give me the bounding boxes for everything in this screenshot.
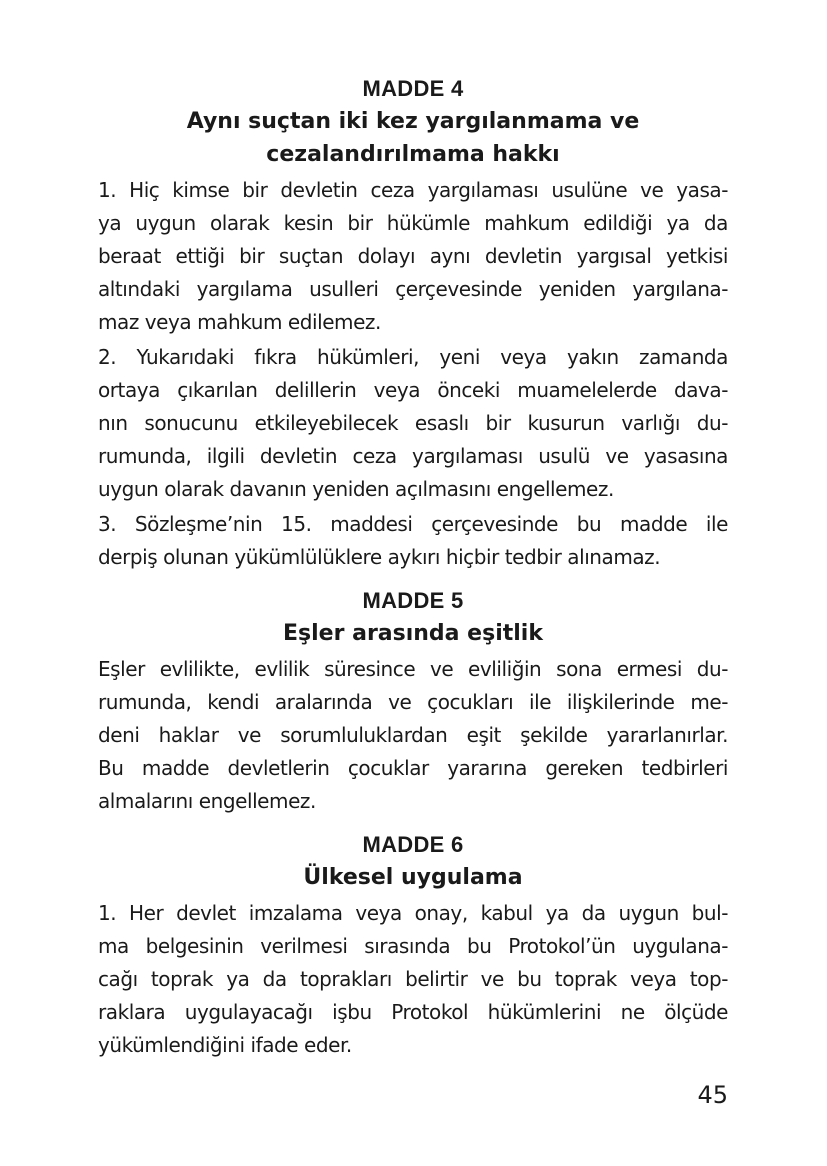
text-line: altındaki yargılama usulleri çerçevesinde yeniden yargılana- bbox=[98, 277, 728, 301]
text-line: cağı toprak ya da toprakları belirtir ve bu toprak veya top- bbox=[98, 967, 728, 991]
text-line: almalarını engellemez. bbox=[98, 789, 316, 813]
page-number: 45 bbox=[697, 1081, 728, 1109]
article-section bbox=[98, 584, 728, 818]
paragraph bbox=[98, 174, 728, 339]
article-title: Eşler arasında eşitlik bbox=[283, 621, 543, 646]
article-section bbox=[98, 828, 728, 1062]
article-number: MADDE 4 bbox=[362, 76, 464, 101]
article-title: cezalandırılmama hakkı bbox=[266, 142, 560, 167]
text-line: ortaya çıkarılan delillerin veya önceki muamelelerde dava- bbox=[98, 378, 728, 402]
text-line: 1. Hiç kimse bir devletin ceza yargılaması usulüne ve yasa- bbox=[98, 178, 728, 202]
text-line: 3. Sözleşme’nin 15. maddesi çerçevesinde bu madde ile bbox=[98, 512, 728, 536]
article-number: MADDE 5 bbox=[362, 588, 464, 613]
paragraph bbox=[98, 341, 728, 506]
paragraph bbox=[98, 508, 728, 574]
text-line: nın sonucunu etkileyebilecek esaslı bir kusurun varlığı du- bbox=[98, 411, 728, 435]
article-title: Aynı suçtan iki kez yargılanmama ve bbox=[186, 109, 640, 134]
text-line: rumunda, kendi aralarında ve çocukları ile ilişkilerinde me- bbox=[98, 690, 728, 714]
text-line: Eşler evlilikte, evlilik süresince ve evliliğin sona ermesi du- bbox=[98, 657, 728, 681]
text-line: uygun olarak davanın yeniden açılmasını engellemez. bbox=[98, 477, 614, 501]
paragraph bbox=[98, 653, 728, 818]
text-line: raklara uygulayacağı işbu Protokol hükümlerini ne ölçüde bbox=[98, 1000, 728, 1024]
text-line: 1. Her devlet imzalama veya onay, kabul ya da uygun bul- bbox=[98, 901, 728, 925]
text-line: rumunda, ilgili devletin ceza yargılaması usulü ve yasasına bbox=[98, 444, 728, 468]
text-line: Bu madde devletlerin çocuklar yararına gereken tedbirleri bbox=[98, 756, 728, 780]
text-line: maz veya mahkum edilemez. bbox=[98, 310, 381, 334]
article-title: Ülkesel uygulama bbox=[303, 865, 523, 890]
text-line: beraat ettiği bir suçtan dolayı aynı devletin yargısal yetkisi bbox=[98, 244, 728, 268]
text-line: deni haklar ve sorumluluklardan eşit şekilde yararlanırlar. bbox=[98, 723, 728, 747]
text-line: ya uygun olarak kesin bir hükümle mahkum edildiği ya da bbox=[98, 211, 728, 235]
document-page bbox=[98, 72, 728, 1072]
article-number: MADDE 6 bbox=[362, 832, 464, 857]
text-line: ma belgesinin verilmesi sırasında bu Protokol’ün uygulana- bbox=[98, 934, 728, 958]
text-line: derpiş olunan yükümlülüklere aykırı hiçbir tedbir alınamaz. bbox=[98, 545, 661, 569]
text-line: yükümlendiğini ifade eder. bbox=[98, 1033, 352, 1057]
article-section bbox=[98, 72, 728, 574]
text-line: 2. Yukarıdaki fıkra hükümleri, yeni veya yakın zamanda bbox=[98, 345, 728, 369]
paragraph bbox=[98, 897, 728, 1062]
